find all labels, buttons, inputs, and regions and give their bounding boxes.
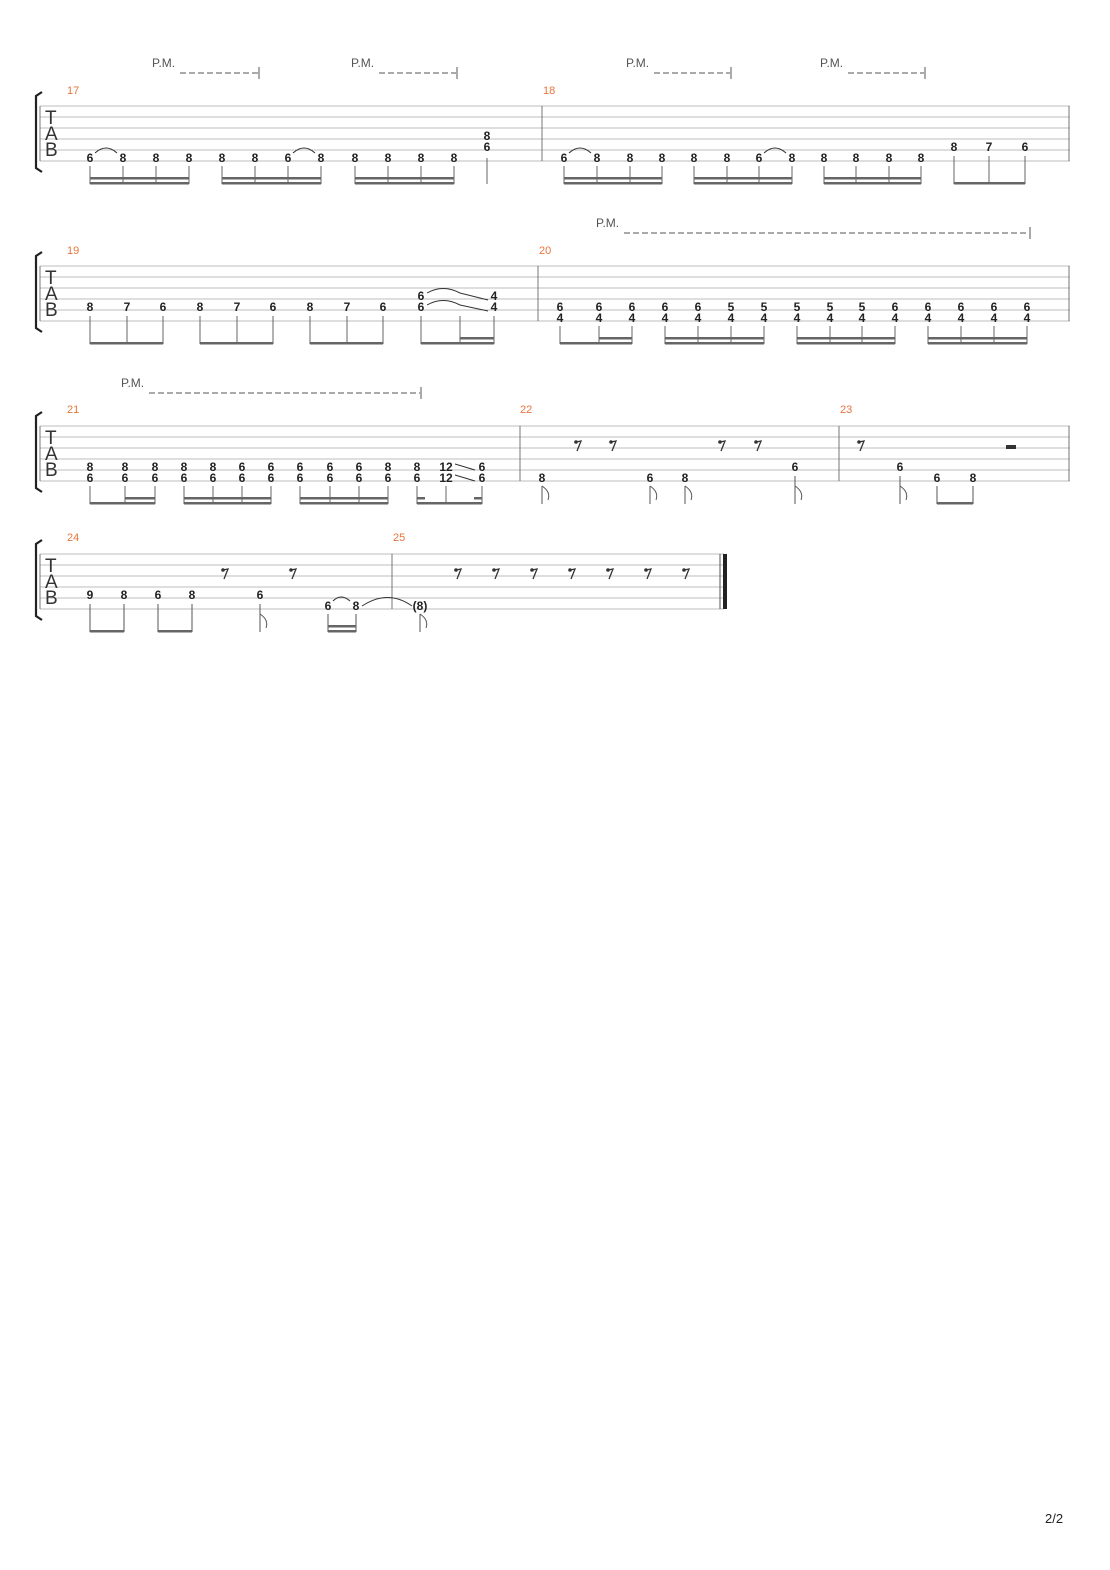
palm-mute-marking — [152, 56, 259, 79]
fret-number: 6 — [694, 300, 702, 314]
fret-number: 6 — [1023, 300, 1031, 314]
svg-text:P.M.: P.M. — [351, 56, 375, 70]
fret-number: 6 — [556, 300, 564, 314]
page-number: 2/2 — [1045, 1511, 1064, 1526]
fret-number: 8 — [681, 471, 689, 485]
fret-number: 6 — [791, 460, 799, 474]
fret-number: 8 — [690, 151, 698, 165]
fret-number: 4 — [891, 311, 899, 325]
bar-number: 21 — [67, 404, 80, 416]
fret-number: 6 — [355, 460, 363, 474]
fret-number: 4 — [556, 311, 564, 325]
svg-text:P.M.: P.M. — [152, 56, 176, 70]
slide-marks — [455, 464, 475, 481]
fret-number: 8 — [218, 151, 226, 165]
fret-number: 8 — [209, 460, 217, 474]
svg-text:P.M.: P.M. — [596, 216, 620, 230]
measure-25 — [413, 599, 428, 613]
fret-number: 4 — [760, 311, 768, 325]
fret-number: 6 — [284, 151, 292, 165]
fret-number: 4 — [1023, 311, 1031, 325]
fret-number: 8 — [950, 140, 958, 154]
fret-number: 8 — [152, 151, 160, 165]
staff-lines — [40, 266, 1070, 321]
fret-number: 8 — [121, 460, 129, 474]
bar-number: 19 — [67, 245, 80, 257]
fret-number: 8 — [120, 588, 128, 602]
tab-letter-a: A — [45, 444, 58, 465]
fret-number: 8 — [317, 151, 325, 165]
svg-text:P.M.: P.M. — [626, 56, 650, 70]
beam — [937, 502, 973, 505]
fret-number: 5 — [826, 300, 834, 314]
fret-number: 5 — [760, 300, 768, 314]
fret-number: 4 — [727, 311, 735, 325]
palm-mute-marking — [596, 216, 1030, 239]
fret-number: 5 — [727, 300, 735, 314]
svg-text:P.M.: P.M. — [820, 56, 844, 70]
measure-20 — [557, 300, 1031, 325]
fret-number: 6 — [326, 471, 334, 485]
fret-number: 8 — [119, 151, 127, 165]
beams — [90, 486, 482, 504]
fret-number: 6 — [891, 300, 899, 314]
fret-number: 6 — [896, 460, 904, 474]
fret-number: 6 — [478, 471, 486, 485]
fret-number: 6 — [326, 460, 334, 474]
staff-lines — [40, 426, 1070, 481]
fret-number: 4 — [595, 311, 603, 325]
fret-number: 8 — [306, 300, 314, 314]
fret-number: 4 — [490, 300, 498, 314]
tab-letter-t: T — [45, 556, 57, 577]
fret-number: 4 — [957, 311, 965, 325]
system-bracket — [36, 252, 42, 332]
fret-number: 8 — [820, 151, 828, 165]
fret-number: 6 — [990, 300, 998, 314]
fret-number: 6 — [483, 140, 491, 154]
tab-letter-b: B — [45, 300, 58, 321]
fret-number: 8 — [185, 151, 193, 165]
fret-number: 4 — [490, 289, 498, 303]
beams — [560, 337, 1027, 345]
eighth-rest — [857, 440, 864, 451]
fret-number: 6 — [379, 300, 387, 314]
fret-number: 4 — [661, 311, 669, 325]
fret-number: 4 — [990, 311, 998, 325]
fret-number: 7 — [343, 300, 351, 314]
stems — [420, 614, 427, 632]
fret-number: 8 — [723, 151, 731, 165]
tab-letter-t: T — [45, 428, 57, 449]
fret-number: 8 — [483, 129, 491, 143]
bar-number: 17 — [67, 85, 80, 97]
beams — [90, 316, 494, 344]
fret-number: 8 — [658, 151, 666, 165]
palm-mute-marking — [626, 56, 731, 79]
beams — [564, 177, 1025, 185]
fret-number: 6 — [755, 151, 763, 165]
fret-number: 6 — [355, 471, 363, 485]
tab-letter-b: B — [45, 140, 58, 161]
fret-number: 6 — [296, 460, 304, 474]
fret-number: 8 — [417, 151, 425, 165]
fret-number: 6 — [417, 289, 425, 303]
fret-number: 8 — [626, 151, 634, 165]
final-barline-thick — [723, 554, 727, 609]
fret-number: 6 — [1021, 140, 1029, 154]
fret-number: 4 — [793, 311, 801, 325]
fret-number: 6 — [209, 471, 217, 485]
eighth-note-flags — [542, 476, 802, 504]
fret-number: 8 — [352, 599, 360, 613]
staff-lines — [40, 106, 1070, 161]
system-3 — [36, 376, 1070, 505]
fret-number: 6 — [628, 300, 636, 314]
fret-number: 8 — [885, 151, 893, 165]
system-bracket — [36, 540, 42, 620]
system-4 — [36, 532, 727, 633]
fret-number: 8 — [413, 460, 421, 474]
bar-number: 25 — [393, 532, 406, 544]
fret-number: 8 — [86, 300, 94, 314]
fret-number: 6 — [86, 151, 94, 165]
fret-number: 6 — [269, 300, 277, 314]
bar-number: 23 — [840, 404, 853, 416]
bar-number: 22 — [520, 404, 533, 416]
fret-number: 6 — [256, 588, 264, 602]
fret-number: 7 — [233, 300, 241, 314]
staff-lines — [40, 554, 724, 609]
fret-number: 8 — [86, 460, 94, 474]
bar-number: 20 — [539, 245, 552, 257]
system-1 — [36, 56, 1070, 185]
half-rest — [1006, 445, 1016, 449]
slide-marks — [427, 289, 488, 312]
beams — [90, 497, 482, 505]
fret-number: 6 — [661, 300, 669, 314]
fret-number: 6 — [933, 471, 941, 485]
eighth-rests — [574, 440, 761, 451]
fret-number: 8 — [180, 460, 188, 474]
fret-number: 7 — [123, 300, 131, 314]
fret-number: 12 — [439, 460, 453, 474]
fret-number: 4 — [694, 311, 702, 325]
fret-number: 8 — [188, 588, 196, 602]
fret-number: 5 — [858, 300, 866, 314]
tab-letter-a: A — [45, 572, 58, 593]
palm-mute-marking — [351, 56, 457, 79]
fret-number: 6 — [560, 151, 568, 165]
fret-number: 6 — [924, 300, 932, 314]
fret-number: 8 — [788, 151, 796, 165]
fret-number: 8 — [251, 151, 259, 165]
fret-number: 6 — [159, 300, 167, 314]
fret-number: 8 — [969, 471, 977, 485]
palm-mute-marking — [121, 376, 421, 399]
tab-letter-b: B — [45, 460, 58, 481]
beams — [90, 337, 494, 345]
beams — [560, 326, 1027, 344]
fret-number: 4 — [858, 311, 866, 325]
system-bracket — [36, 92, 42, 172]
fret-number: 7 — [985, 140, 993, 154]
fret-number: 8 — [151, 460, 159, 474]
beams — [90, 625, 356, 633]
fret-number: 12 — [439, 471, 453, 485]
fret-number: 6 — [121, 471, 129, 485]
fret-number: 6 — [957, 300, 965, 314]
tab-letter-a: A — [45, 284, 58, 305]
fret-number: 8 — [450, 151, 458, 165]
bar-number: 24 — [67, 532, 80, 544]
fret-number: 6 — [384, 471, 392, 485]
fret-number: 6 — [86, 471, 94, 485]
fret-number: 6 — [151, 471, 159, 485]
palm-mute-marking — [820, 56, 925, 79]
fret-number: 8 — [384, 460, 392, 474]
fret-number: 6 — [267, 471, 275, 485]
bar-number: 18 — [543, 85, 556, 97]
beams — [90, 177, 454, 185]
fret-number: 6 — [238, 460, 246, 474]
tab-letter-b: B — [45, 588, 58, 609]
fret-number: 6 — [413, 471, 421, 485]
fret-number: 6 — [296, 471, 304, 485]
measure-17 — [87, 129, 491, 165]
fret-number: 6 — [595, 300, 603, 314]
svg-text:P.M.: P.M. — [121, 376, 145, 390]
fret-number: 6 — [180, 471, 188, 485]
fret-number: 9 — [86, 588, 94, 602]
fret-number: 8 — [351, 151, 359, 165]
stems — [90, 604, 356, 632]
tab-letter-t: T — [45, 268, 57, 289]
tab-letter-t: T — [45, 108, 57, 129]
fret-number: 8 — [384, 151, 392, 165]
fret-number: 6 — [154, 588, 162, 602]
fret-number: 6 — [267, 460, 275, 474]
system-2 — [36, 216, 1070, 345]
tab-letter-a: A — [45, 124, 58, 145]
fret-number: 5 — [793, 300, 801, 314]
fret-number: 8 — [852, 151, 860, 165]
fret-number: 6 — [238, 471, 246, 485]
fret-number: 8 — [917, 151, 925, 165]
fret-number: 4 — [628, 311, 636, 325]
fret-number: 6 — [324, 599, 332, 613]
fret-number: 4 — [826, 311, 834, 325]
system-bracket — [36, 412, 42, 492]
fret-number: (8) — [412, 599, 428, 613]
eighth-rests — [454, 568, 689, 579]
fret-number: 6 — [646, 471, 654, 485]
fret-number: 8 — [196, 300, 204, 314]
fret-number: 8 — [593, 151, 601, 165]
fret-number: 8 — [538, 471, 546, 485]
fret-number: 6 — [478, 460, 486, 474]
fret-number: 6 — [417, 300, 425, 314]
fret-number: 4 — [924, 311, 932, 325]
eighth-rests — [221, 568, 296, 579]
